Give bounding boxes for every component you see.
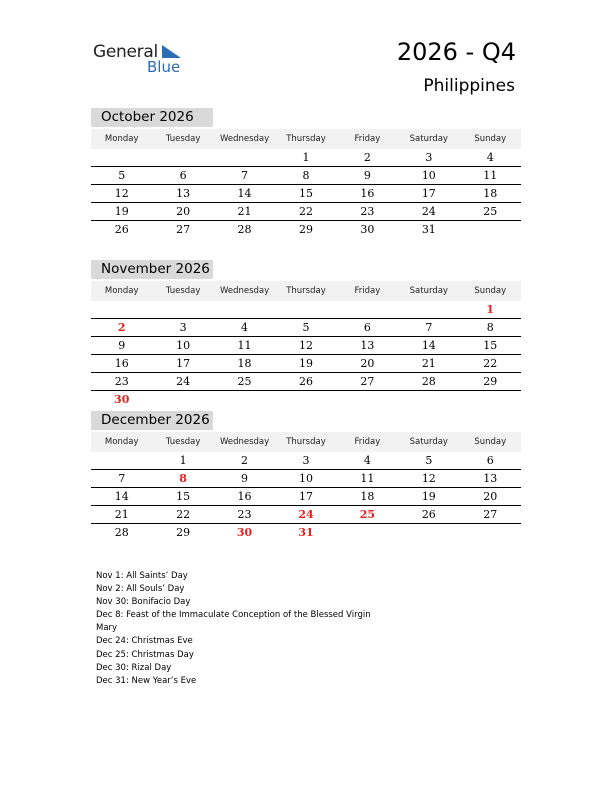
date-cell: 12 xyxy=(298,339,313,352)
page-title: 2026 - Q4 xyxy=(396,38,516,66)
date-cell: 6 xyxy=(363,321,371,334)
date-cell: 27 xyxy=(176,223,191,236)
holiday-list-item: Mary xyxy=(96,623,118,634)
holiday-date-cell: 25 xyxy=(359,508,376,521)
date-cell: 6 xyxy=(179,169,187,182)
weekday-label: Monday xyxy=(104,286,139,296)
date-cell: 6 xyxy=(486,454,494,467)
date-cell: 15 xyxy=(298,187,313,200)
date-cell: 8 xyxy=(302,169,310,182)
weekday-label: Wednesday xyxy=(219,286,270,296)
date-cell: 11 xyxy=(237,339,252,352)
date-cell: 23 xyxy=(237,508,252,521)
weekday-label: Tuesday xyxy=(165,286,201,296)
month-block-october xyxy=(91,108,521,238)
date-cell: 5 xyxy=(425,454,433,467)
month-block-december xyxy=(91,411,521,541)
date-cell: 27 xyxy=(483,508,498,521)
date-cell: 30 xyxy=(360,223,375,236)
holiday-list-item: Dec 30: Rizal Day xyxy=(96,662,172,673)
date-cell: 17 xyxy=(421,187,436,200)
holiday-date-cell: 30 xyxy=(114,393,130,406)
date-cell: 26 xyxy=(298,375,313,388)
weekday-header-row xyxy=(91,432,521,452)
date-cell: 25 xyxy=(483,205,498,218)
weekday-label: Wednesday xyxy=(219,134,270,144)
date-cell: 16 xyxy=(114,357,129,370)
date-cell: 24 xyxy=(421,205,436,218)
date-cell: 29 xyxy=(176,526,191,539)
date-cell: 19 xyxy=(298,357,313,370)
date-cell: 1 xyxy=(302,151,310,164)
date-cell: 7 xyxy=(425,321,433,334)
date-cell: 17 xyxy=(176,357,191,370)
week-row xyxy=(91,221,521,238)
weekday-label: Saturday xyxy=(409,286,448,296)
weekday-label: Friday xyxy=(354,286,381,296)
week-row xyxy=(91,506,521,524)
date-cell: 28 xyxy=(237,223,252,236)
weekday-label: Sunday xyxy=(474,134,507,144)
date-cell: 29 xyxy=(298,223,313,236)
date-cell: 17 xyxy=(298,490,313,503)
date-cell: 9 xyxy=(363,169,371,182)
weekday-label: Thursday xyxy=(286,134,326,144)
week-row xyxy=(91,452,521,470)
week-row xyxy=(91,391,521,408)
date-cell: 12 xyxy=(421,472,436,485)
date-cell: 16 xyxy=(237,490,252,503)
date-cell: 31 xyxy=(421,223,436,236)
weekday-header-row xyxy=(91,129,521,149)
weekday-label: Sunday xyxy=(474,286,507,296)
date-cell: 14 xyxy=(114,490,129,503)
date-cell: 23 xyxy=(114,375,129,388)
week-row xyxy=(91,301,521,319)
holiday-list xyxy=(96,570,371,688)
week-row xyxy=(91,337,521,355)
date-cell: 10 xyxy=(298,472,313,485)
date-cell: 20 xyxy=(360,357,375,370)
date-cell: 5 xyxy=(302,321,310,334)
date-cell: 24 xyxy=(176,375,191,388)
week-row xyxy=(91,488,521,506)
date-cell: 10 xyxy=(421,169,436,182)
weekday-label: Friday xyxy=(354,134,381,144)
week-row xyxy=(91,167,521,185)
date-cell: 22 xyxy=(298,205,313,218)
date-cell: 15 xyxy=(176,490,191,503)
week-row xyxy=(91,319,521,337)
holiday-list-item: Nov 1: All Saints’ Day xyxy=(96,571,188,581)
date-cell: 25 xyxy=(237,375,252,388)
brand-logo xyxy=(93,40,193,80)
date-cell: 19 xyxy=(421,490,436,503)
date-cell: 10 xyxy=(176,339,191,352)
date-cell: 4 xyxy=(363,454,371,467)
date-cell: 26 xyxy=(114,223,129,236)
calendar-grid xyxy=(91,129,521,238)
weekday-label: Thursday xyxy=(286,437,326,447)
date-cell: 18 xyxy=(360,490,375,503)
holiday-date-cell: 24 xyxy=(298,508,314,521)
week-row xyxy=(91,203,521,221)
logo-text-blue: Blue xyxy=(147,58,181,76)
logo-text-general: General xyxy=(93,42,158,62)
weekday-label: Wednesday xyxy=(219,437,270,447)
date-cell: 13 xyxy=(176,187,191,200)
holiday-list-item: Nov 2: All Souls’ Day xyxy=(96,584,185,595)
date-cell: 26 xyxy=(421,508,436,521)
calendar-grid xyxy=(91,432,521,541)
holiday-date-cell: 8 xyxy=(179,472,187,485)
date-cell: 21 xyxy=(421,357,436,370)
date-cell: 22 xyxy=(176,508,191,521)
holiday-date-cell: 31 xyxy=(298,526,314,539)
date-cell: 18 xyxy=(483,187,498,200)
date-cell: 22 xyxy=(483,357,498,370)
date-cell: 21 xyxy=(237,205,252,218)
date-cell: 13 xyxy=(360,339,375,352)
date-cell: 3 xyxy=(302,454,310,467)
date-cell: 1 xyxy=(179,454,187,467)
date-cell: 5 xyxy=(118,169,126,182)
weekday-label: Friday xyxy=(354,437,381,447)
date-cell: 29 xyxy=(483,375,498,388)
holiday-list-item: Dec 31: New Year’s Eve xyxy=(96,675,197,686)
date-cell: 20 xyxy=(483,490,498,503)
date-cell: 4 xyxy=(241,321,249,334)
month-title: December 2026 xyxy=(91,411,213,430)
holiday-list-item: Nov 30: Bonifacio Day xyxy=(96,597,191,608)
holiday-date-cell: 1 xyxy=(486,303,495,316)
date-cell: 23 xyxy=(360,205,375,218)
holiday-list-item: Dec 24: Christmas Eve xyxy=(96,636,193,647)
date-cell: 19 xyxy=(114,205,129,218)
date-cell: 15 xyxy=(483,339,498,352)
week-row xyxy=(91,355,521,373)
weekday-label: Monday xyxy=(104,134,139,144)
weekday-label: Sunday xyxy=(474,437,507,447)
calendar-grid xyxy=(91,281,521,408)
country-name: Philippines xyxy=(423,76,515,96)
month-block-november xyxy=(91,260,521,408)
week-row xyxy=(91,373,521,391)
date-cell: 16 xyxy=(360,187,375,200)
date-cell: 9 xyxy=(241,472,249,485)
date-cell: 20 xyxy=(176,205,191,218)
week-row xyxy=(91,470,521,488)
date-cell: 18 xyxy=(237,357,252,370)
date-cell: 7 xyxy=(118,472,126,485)
date-cell: 7 xyxy=(241,169,249,182)
week-row xyxy=(91,185,521,203)
weekday-label: Saturday xyxy=(409,437,448,447)
date-cell: 14 xyxy=(237,187,252,200)
date-cell: 28 xyxy=(114,526,129,539)
date-cell: 13 xyxy=(483,472,498,485)
date-cell: 14 xyxy=(421,339,436,352)
week-row xyxy=(91,524,521,541)
date-cell: 3 xyxy=(179,321,187,334)
holiday-list-item: Dec 8: Feast of the Immaculate Conception of the Blessed Virgin xyxy=(96,610,371,621)
date-cell: 11 xyxy=(483,169,498,182)
holiday-date-cell: 30 xyxy=(236,526,253,539)
week-row xyxy=(91,149,521,167)
weekday-label: Tuesday xyxy=(165,437,201,447)
date-cell: 9 xyxy=(118,339,126,352)
weekday-label: Saturday xyxy=(409,134,448,144)
date-cell: 3 xyxy=(425,151,433,164)
date-cell: 11 xyxy=(360,472,375,485)
month-title: November 2026 xyxy=(91,260,213,279)
date-cell: 2 xyxy=(241,454,249,467)
date-cell: 27 xyxy=(360,375,375,388)
holiday-list-item: Dec 25: Christmas Day xyxy=(96,649,194,660)
weekday-label: Monday xyxy=(104,437,139,447)
logo-triangle-icon xyxy=(162,45,182,59)
weekday-label: Tuesday xyxy=(165,134,201,144)
date-cell: 21 xyxy=(114,508,129,521)
month-title: October 2026 xyxy=(91,108,213,127)
weekday-header-row xyxy=(91,281,521,301)
date-cell: 2 xyxy=(363,151,371,164)
weekday-label: Thursday xyxy=(286,286,326,296)
date-cell: 4 xyxy=(486,151,494,164)
date-cell: 28 xyxy=(421,375,436,388)
holiday-date-cell: 2 xyxy=(117,321,126,334)
date-cell: 12 xyxy=(114,187,129,200)
date-cell: 8 xyxy=(486,321,494,334)
